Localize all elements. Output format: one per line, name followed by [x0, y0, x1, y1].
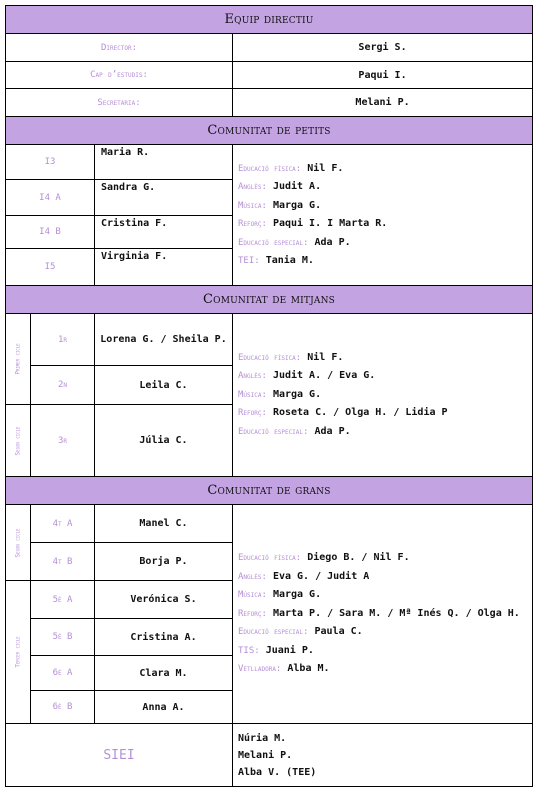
- siei-name: Alba V. (TEE): [238, 766, 317, 778]
- specialist-line: Anglès: Judit A.: [238, 181, 322, 192]
- staff-table: [5, 5, 533, 787]
- group-teacher: Leila C.: [95, 366, 233, 405]
- specialist-line: TEI: Tania M.: [238, 255, 314, 266]
- specialist-line: Música: Marga G.: [238, 388, 322, 400]
- group-row: [6, 505, 533, 543]
- staff-directory: [5, 5, 532, 787]
- group-row: [6, 145, 533, 180]
- group-teacher: Sandra G.: [95, 180, 233, 216]
- specialist-line: Educació física: Nil F.: [238, 351, 344, 363]
- siei-name: Melani P.: [238, 749, 293, 761]
- group-label: I3: [6, 145, 95, 180]
- specialists-mitjans: [233, 314, 533, 477]
- siei-names: [233, 724, 533, 787]
- equip-role-label: Cap d’estudis:: [6, 62, 233, 89]
- group-teacher: Virginia F.: [95, 249, 233, 286]
- cycle-label: Tercer cicle: [6, 581, 31, 724]
- group-teacher: Lorena G. / Sheila P.: [95, 314, 233, 366]
- group-teacher: Cristina F.: [95, 216, 233, 249]
- group-label: I4 B: [6, 216, 95, 249]
- section-title-petits: Comunitat de petits: [6, 117, 533, 145]
- specialists-petits: [233, 145, 533, 286]
- group-teacher: Borja P.: [95, 543, 233, 581]
- cycle-label: Primer cicle: [6, 314, 31, 405]
- group-label: 6è A: [31, 656, 95, 691]
- specialist-line: Anglès: Judit A. / Eva G.: [238, 370, 376, 382]
- group-teacher: Maria R.: [95, 145, 233, 180]
- equip-role-value: Melani P.: [233, 89, 533, 117]
- group-teacher: Júlia C.: [95, 405, 233, 477]
- siei-row: [6, 724, 533, 787]
- group-label: I5: [6, 249, 95, 286]
- siei-label: SIEI: [6, 724, 233, 787]
- specialist-line: TIS: Juani P.: [238, 644, 314, 656]
- specialist-line: Educació especial: Paula C.: [238, 626, 363, 638]
- group-label: 6è B: [31, 691, 95, 724]
- specialist-line: Educació física: Diego B. / Nil F.: [238, 552, 410, 564]
- specialist-line: Reforç: Marta P. / Sara M. / Mª Inés Q. / Olga H.: [238, 607, 520, 619]
- group-label: 1r: [31, 314, 95, 366]
- specialists-grans: [233, 505, 533, 724]
- group-label: 5è A: [31, 581, 95, 619]
- equip-role-label: Secretaria:: [6, 89, 233, 117]
- section-title-equip: Equip directiu: [6, 6, 533, 34]
- group-label: 4t B: [31, 543, 95, 581]
- cycle-label: Segon cicle: [6, 505, 31, 581]
- group-label: 5è B: [31, 619, 95, 656]
- specialist-line: Música: Marga G.: [238, 199, 322, 211]
- specialist-line: Anglès: Eva G. / Judit A: [238, 570, 370, 582]
- group-teacher: Clara M.: [95, 656, 233, 691]
- equip-role-label: Director:: [6, 34, 233, 62]
- section-title-grans: Comunitat de grans: [6, 477, 533, 505]
- specialist-line: Reforç: Roseta C. / Olga H. / Lidia P: [238, 407, 448, 419]
- group-label: 2n: [31, 366, 95, 405]
- group-teacher: Cristina A.: [95, 619, 233, 656]
- group-teacher: Verónica S.: [95, 581, 233, 619]
- specialist-line: Educació especial: Ada P.: [238, 425, 351, 437]
- specialist-line: Educació especial: Ada P.: [238, 236, 351, 248]
- specialist-line: Reforç: Paqui I. I Marta R.: [238, 218, 388, 229]
- group-label: 3r: [31, 405, 95, 477]
- section-title-mitjans: Comunitat de mitjans: [6, 286, 533, 314]
- cycle-label: Segon cicle: [6, 405, 31, 477]
- specialist-line: Educació física: Nil F.: [238, 162, 344, 174]
- group-row: [6, 314, 533, 366]
- equip-row: [6, 62, 533, 89]
- group-teacher: Manel C.: [95, 505, 233, 543]
- group-teacher: Anna A.: [95, 691, 233, 724]
- equip-role-value: Sergi S.: [233, 34, 533, 62]
- group-label: 4t A: [31, 505, 95, 543]
- specialist-line: Música: Marga G.: [238, 589, 322, 601]
- equip-role-value: Paqui I.: [233, 62, 533, 89]
- equip-row: [6, 34, 533, 62]
- siei-name: Núria M.: [238, 732, 287, 744]
- specialist-line: Vetlladora: Alba M.: [238, 663, 330, 675]
- equip-row: [6, 89, 533, 117]
- group-label: I4 A: [6, 180, 95, 216]
